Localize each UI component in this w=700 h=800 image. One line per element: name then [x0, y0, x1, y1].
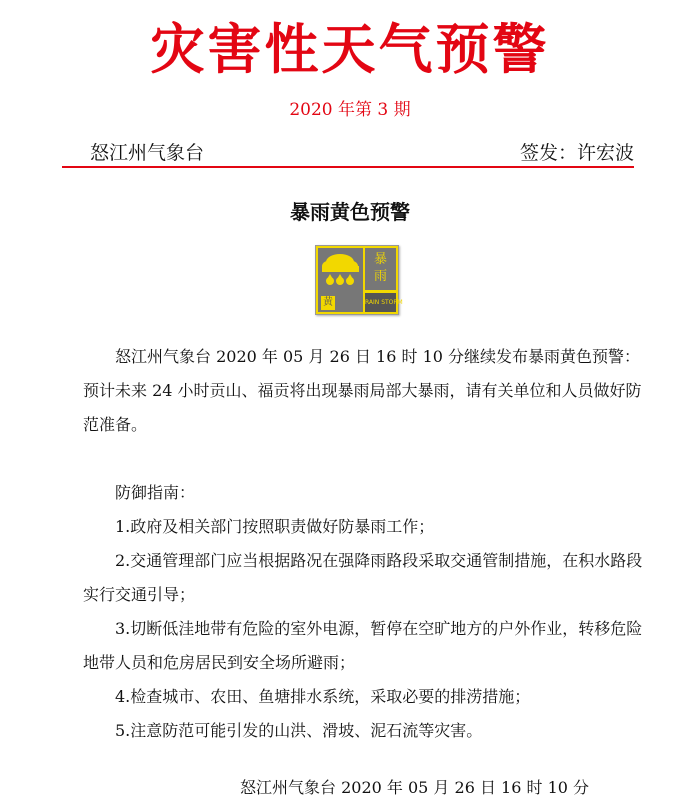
issuer-row — [62, 140, 634, 168]
guide-item: 2.交通管理部门应当根据路况在强降雨路段采取交通管制措施，在积水路段实行交通引导； — [83, 551, 643, 604]
rainstorm-yellow-signal-icon — [315, 245, 403, 315]
guide-item: 5.注意防范可能引发的山洪、滑坡、泥石流等灾害。 — [115, 721, 483, 740]
paragraph-gap — [83, 442, 643, 476]
warning-body — [83, 340, 643, 748]
cloud-rain-icon — [318, 248, 363, 312]
guide-item: 1.政府及相关部门按照职责做好防暴雨工作； — [115, 517, 435, 536]
guide-item: 3.切断低洼地带有危险的室外电源，暂停在空旷地方的户外作业，转移危险地带人员和危房居民到安全场所避雨； — [83, 619, 643, 672]
level-char: 黄 — [323, 297, 333, 308]
rainstorm-char: 暴 雨 — [365, 248, 396, 290]
rainstorm-english: RAIN STORM — [365, 293, 396, 312]
signer-name: 签发：许宏波 — [519, 142, 634, 164]
footer-signature: 怒江州气象台 2020 年 05 月 26 日 16 时 10 分 — [240, 778, 590, 797]
warning-intro: 怒江州气象台 2020 年 05 月 26 日 16 时 10 分继续发布暴雨黄色预警：预计未来 24 小时贡山、福贡将出现暴雨局部大暴雨，请有关单位和人员做好防范准备。 — [83, 347, 642, 434]
issue-number: 2020 年第 3 期 — [289, 100, 411, 120]
guide-heading: 防御指南： — [115, 483, 196, 502]
issuer-name: 怒江州气象台 — [90, 142, 205, 164]
warning-title: 暴雨黄色预警 — [290, 200, 410, 224]
document-title-red: 灾害性天气预警 — [150, 18, 550, 81]
guide-item: 4.检查城市、农田、鱼塘排水系统，采取必要的排涝措施； — [115, 687, 531, 706]
